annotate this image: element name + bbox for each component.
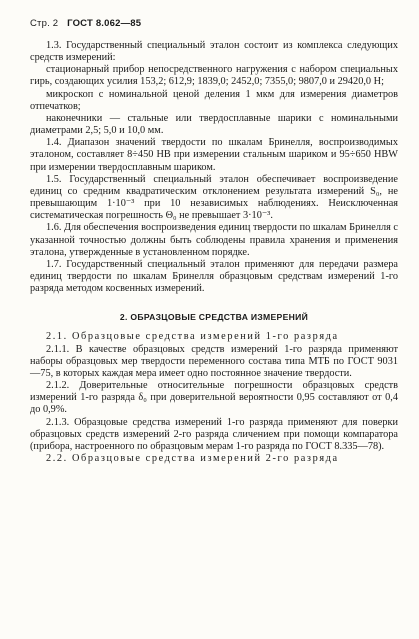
document-body (30, 40, 398, 465)
paragraph-2-1: 2.1. Образцовые средства измерений 1-го разряда (46, 331, 339, 343)
paragraph-indenters: наконечники — стальные или твердосплавные шарики с номинальными диаметрами 2,5; 5,0 и 10,0 мм. (30, 112, 398, 137)
paragraph-2-1-3: 2.1.3. Образцовые средства измерений 1-го разряда применяют для поверки образцовых средств измерений 2-го разряда сличением при помощи компаратора (прибора, настроенного по образцовым мерам 1-го разряда по ГОСТ 8.335—78). (30, 416, 398, 452)
paragraph-1-4: 1.4. Диапазон значений твердости по шкалам Бринелля, воспроизводимых эталоном, составляет 8÷450 HB при измерении стальным шариком и 95÷650 HBW при измерении твердосплавным шариком. (30, 137, 398, 173)
page-number: Стр. 2 (30, 18, 59, 29)
standard-number: ГОСТ 8.062—85 (67, 18, 142, 29)
paragraph-1-7: 1.7. Государственный специальный эталон применяют для передачи размера единиц твердости по шкалам Бринелля образцовым средствам измерений 1-го разряда методом косвенных измерений. (30, 258, 398, 295)
section-title: 2. ОБРАЗЦОВЫЕ СРЕДСТВА ИЗМЕРЕНИЙ (119, 312, 309, 323)
paragraph-2-2: 2.2. Образцовые средства измерений 2-го разряда (46, 453, 339, 464)
paragraph-apparatus: стационарный прибор непосредственного нагружения с набором специальных гирь, создающих усилия 153,2; 612,9; 1839,0; 2452,0; 7355,0; 9807,0 и 29420,0 Н; (30, 64, 398, 88)
paragraph-1-5: 1.5. Государственный специальный эталон обеспечивает воспроизведение единиц со средним квадратическим отклонением результата измерений S₀, не превышающим 1·10⁻³ при 10 независимых наблюдениях. Неисключенная систематическая погрешность Θ₀ не превышает 3·10⁻³. (30, 173, 398, 222)
paragraph-1-3: 1.3. Государственный специальный эталон состоит из комплекса следующих средств измерений: (30, 40, 398, 64)
page-header (30, 18, 141, 29)
paragraph-2-1-1: 2.1.1. В качестве образцовых средств измерений 1-го разряда применяют наборы образцовых мер твердости переменного состава типа МТБ по ГОСТ 9031—75, в которых каждая мера имеет одно постоянное значение твердости. (30, 343, 398, 379)
paragraph-1-6: 1.6. Для обеспечения воспроизведения единиц твердости по шкалам Бринелля с указанной точностью должны быть соблюдены правила хранения и применения эталона, утвержденные в установленном порядке. (30, 222, 398, 258)
paragraph-microscope: микроскоп с номинальной ценой деления 1 мкм для измерения диаметров отпечатков; (30, 88, 398, 112)
paragraph-2-1-2: 2.1.2. Доверительные относительные погрешности образцовых средств измерений 1-го разряда δ₀ при доверительной вероятности 0,95 составляют от 0,4 до 0,9%. (30, 380, 398, 416)
